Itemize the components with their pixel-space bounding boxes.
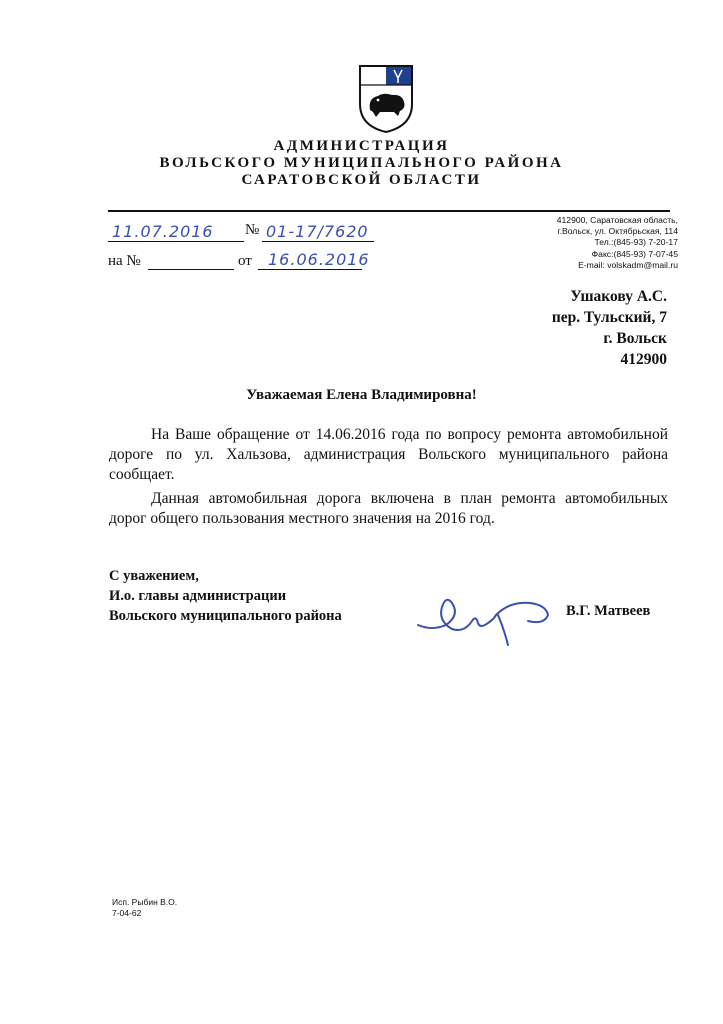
greeting: Уважаемая Елена Владимировна! [246, 387, 477, 403]
contact-fax: Факс:(845-93) 7-07-45 [591, 248, 678, 259]
addressee-postcode: 412900 [620, 351, 667, 368]
org-name-line1: АДМИНИСТРАЦИЯ [273, 138, 450, 154]
closing: С уважением, [109, 568, 199, 584]
contact-street: г.Вольск, ул. Октябрьская, 114 [557, 226, 678, 237]
body-paragraph-1: На Ваше обращение от 14.06.2016 года по вопросу ремонта автомобильной дороге по ул. Хальзова, администрация Вольского муниципального района сообщает. [109, 426, 668, 483]
org-name-line2: ВОЛЬСКОГО МУНИЦИПАЛЬНОГО РАЙОНА [159, 155, 564, 171]
addressee-street: пер. Тульский, 7 [551, 309, 667, 326]
signer-org: Вольского муниципального района [109, 608, 342, 624]
number-label: № [245, 222, 260, 238]
signer-title: И.о. главы администрации [109, 588, 287, 604]
ref-date: 16.06.2016 [268, 250, 370, 269]
ref-number-label: на № [108, 253, 141, 269]
registration-number: 01-17/7620 [266, 222, 369, 241]
header-rule [108, 210, 670, 212]
ref-from-label: от [238, 253, 252, 269]
body-paragraph-2: Данная автомобильная дорога включена в план ремонта автомобильных дорог общего пользования местного значения на 2016 год. [109, 490, 668, 527]
executor-phone: 7-04-62 [112, 908, 142, 918]
executor-name: Исп. Рыбин В.О. [112, 897, 178, 907]
org-name-line3: САРАТОВСКОЙ ОБЛАСТИ [241, 172, 482, 188]
contact-email: E-mail: volskadm@mail.ru [578, 259, 678, 270]
executor-block [112, 897, 177, 919]
contact-address: 412900, Саратовская область, [556, 215, 678, 225]
addressee-block [552, 286, 667, 370]
registration-date: 11.07.2016 [112, 222, 214, 241]
letter-body [109, 425, 668, 533]
signature-block [109, 566, 342, 626]
date-underline [108, 241, 244, 242]
signer-name: В.Г. Матвеев [566, 603, 651, 619]
handwritten-signature [412, 585, 562, 655]
addressee-city: г. Вольск [603, 330, 667, 347]
addressee-name: Ушакову А.С. [570, 288, 667, 305]
contact-block [557, 215, 678, 271]
number-underline [262, 241, 374, 242]
coat-of-arms-emblem [358, 64, 414, 134]
contact-phone: Тел.:(845-93) 7-20-17 [594, 237, 678, 248]
ref-number-underline [148, 269, 234, 270]
ref-date-underline [258, 269, 362, 270]
